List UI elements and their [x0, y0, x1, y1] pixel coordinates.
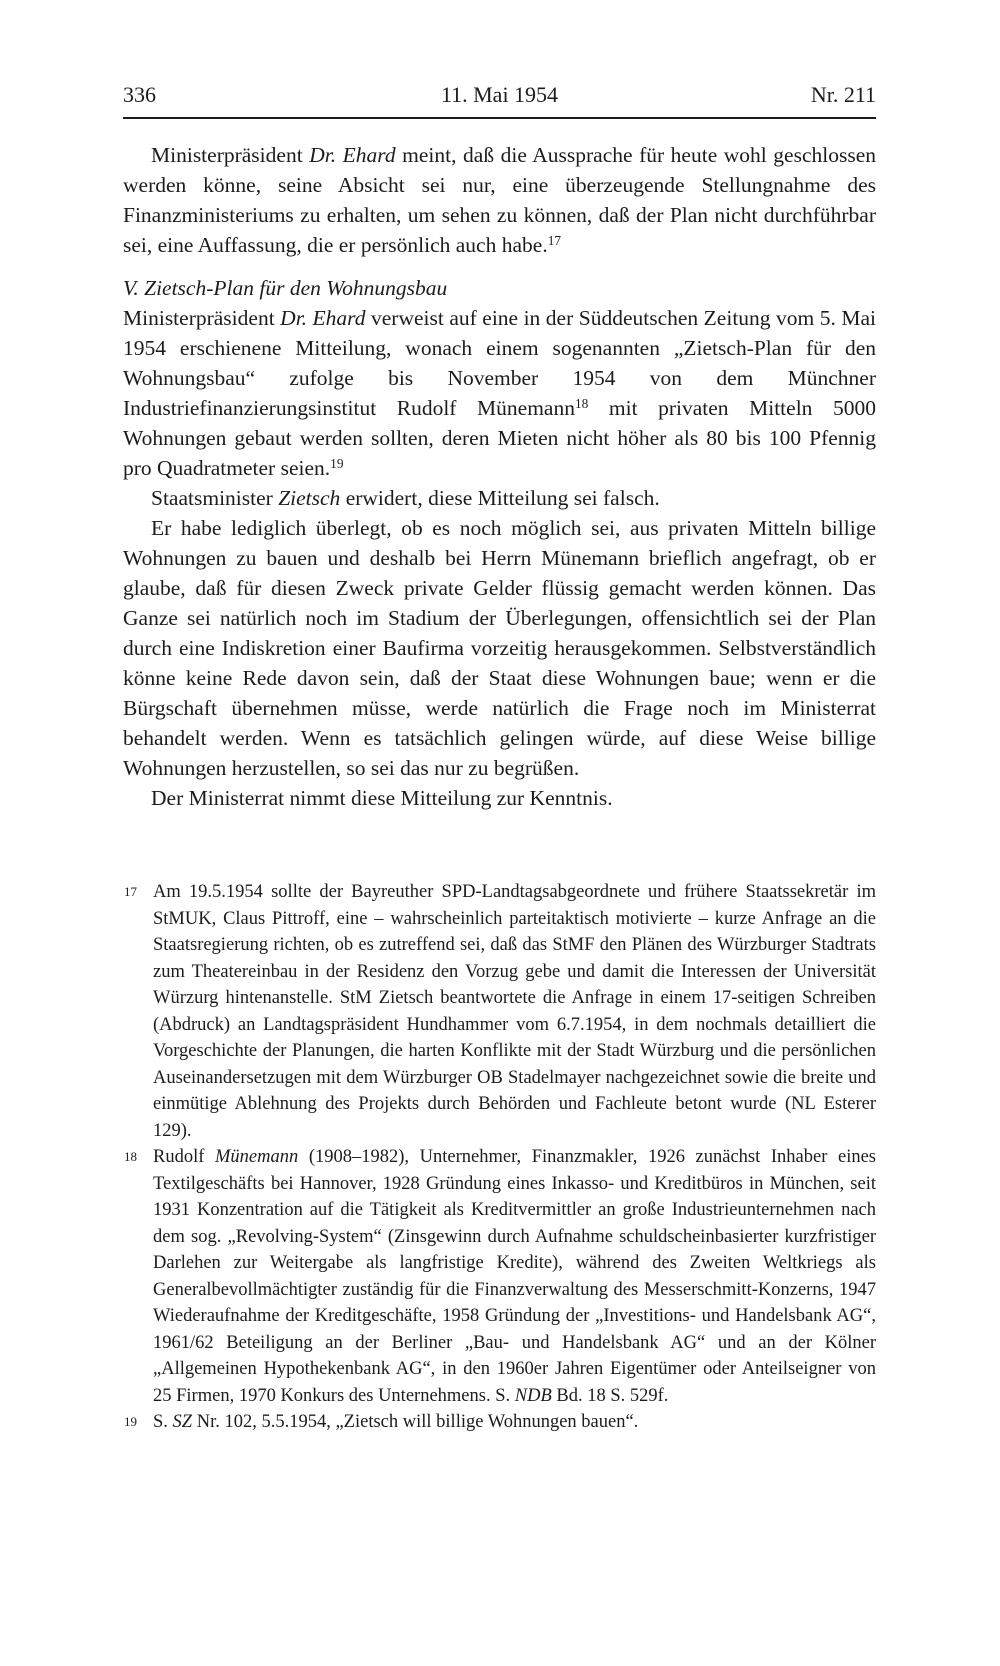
- running-header: [123, 82, 876, 119]
- footnotes-section: [123, 879, 876, 1436]
- section-heading: V. Zietsch-Plan für den Wohnungsbau: [123, 276, 448, 300]
- footnote-text: S. SZ Nr. 102, 5.5.1954, „Zietsch will billige Wohnungen bauen“.: [153, 1412, 639, 1432]
- body-paragraph: Er habe lediglich überlegt, ob es noch möglich sei, aus privaten Mitteln billige Wohnungen zu bauen und deshalb bei Herrn Münemann brieflich angefragt, ob er glaube, daß für diesen Zweck private Gelder flüssig gemacht werden können. Das Ganze sei natürlich noch im Stadium der Überlegungen, offensichtlich sei der Plan durch eine Indiskretion einer Baufirma vorzeitig herausgekommen. Selbstverständlich könne keine Rede davon sein, daß der Staat diese Wohnungen baue; wenn er die Bürgschaft übernehmen müsse, werde natürlich die Frage noch im Ministerrat behandelt werden. Wenn es tatsächlich gelingen würde, auf diese Weise billige Wohnungen herzustellen, so sei das nur zu begrüßen.: [123, 516, 876, 780]
- header-doc-number: Nr. 211: [810, 82, 876, 107]
- footnote-reference: 18: [574, 395, 589, 411]
- footnote-text: Rudolf Münemann (1908–1982), Unternehmer, Finanzmakler, 1926 zunächst Inhaber eines Textilgeschäfts bei Hannover, 1928 Gründung eines Inkasso- und Kreditbüros in München, seit 1931 Konzentration auf die Tätigkeit als Kreditvermittler an große Industrieunternehmen nach dem sog. „Revolving-System“ (Zinsgewinn durch Aufnahme schuldscheinbasierter kurzfristiger Darlehen zur Weitergabe als langfristige Kredite), während des Zweiten Weltkriegs als Generalbevollmächtigter zuständig für die Finanzverwaltung des Messerschmitt-Konzerns, 1947 Wiederaufnahme der Kreditgeschäfte, 1958 Gründung der „Investitions- und Handelsbank AG“, 1961/62 Beteiligung an der Berliner „Bau- und Handelsbank AG“ und an der Kölner „Allgemeinen Hypothekenbank AG“, in den 1960er Jahren Eigentümer oder Anteilseigner von 25 Firmen, 1970 Konkurs des Unternehmens. S. NDB Bd. 18 S. 529f.: [153, 1147, 876, 1406]
- footnote-reference: 19: [330, 455, 344, 471]
- body-paragraph: Ministerpräsident Dr. Ehard meint, daß die Aussprache für heute wohl geschlossen werden könne, seine Absicht sei nur, eine überzeugende Stellungnahme des Finanzministeriums zu erhalten, um sehen zu können, daß der Plan nicht durchführbar sei, eine Auffassung, die er persönlich auch habe.$^{17}$: [123, 143, 877, 257]
- footnote-text: Am 19.5.1954 sollte der Bayreuther SPD-Landtagsabgeordnete und frühere Staatssekretär im StMUK, Claus Pittroff, eine – wahrscheinlich parteitaktisch motivierte – kurze Anfrage an die Staatsregierung richten, ob es zutreffend sei, daß das StMF den Plänen des Würzburger Stadtrats zum Theatereinbau in der Residenz den Vorzug gebe und damit die Interessen der Universität Würzurg hintenanstelle. StM Zietsch beantwortete die Anfrage in einem 17-seitigen Schreiben (Abdruck) an Landtagspräsident Hundhammer vom 6.7.1954, in dem nochmals detailliert die Vorgeschichte der Planungen, die harten Konflikte mit der Stadt Würzburg und die persönlichen Auseinandersetzugen mit dem Würzburger OB Stadelmayer nachgezeichnet sowie die breite und einmütige Ablehnung des Projekts durch Behörden und Fachleute betont wurde (NL Esterer 129).: [153, 882, 876, 1141]
- footnote-number: 18: [124, 1149, 137, 1164]
- footnote-number: 19: [124, 1414, 137, 1429]
- footnote: [123, 879, 876, 1144]
- body-paragraph: Ministerpräsident Dr. Ehard verweist auf eine in der Süddeutschen Zeitung vom 5. Mai 1954 erschienene Mitteilung, wonach einem sogenannten „Zietsch-Plan für den Wohnungsbau“ zufolge bis November 1954 von dem Münchner Industriefinanzierungsinstitut Rudolf Münemann$^{18}$ mit privaten Mitteln 5000 Wohnungen gebaut werden sollten, deren Mieten nicht höher als 80 bis 100 Pfennig pro Quadratmeter seien.$^{19}$: [123, 306, 877, 480]
- body-paragraph: Der Ministerrat nimmt diese Mitteilung zur Kenntnis.: [151, 786, 613, 810]
- footnote: [123, 1144, 876, 1409]
- document-body: [123, 140, 876, 813]
- header-date: 11. Mai 1954: [440, 82, 559, 107]
- footnote: [123, 1409, 876, 1436]
- body-paragraph: Staatsminister Zietsch erwidert, diese Mitteilung sei falsch.: [151, 486, 660, 510]
- page-number: 336: [123, 82, 156, 107]
- footnote-reference: 17: [547, 232, 562, 248]
- footnote-number: 17: [124, 884, 137, 899]
